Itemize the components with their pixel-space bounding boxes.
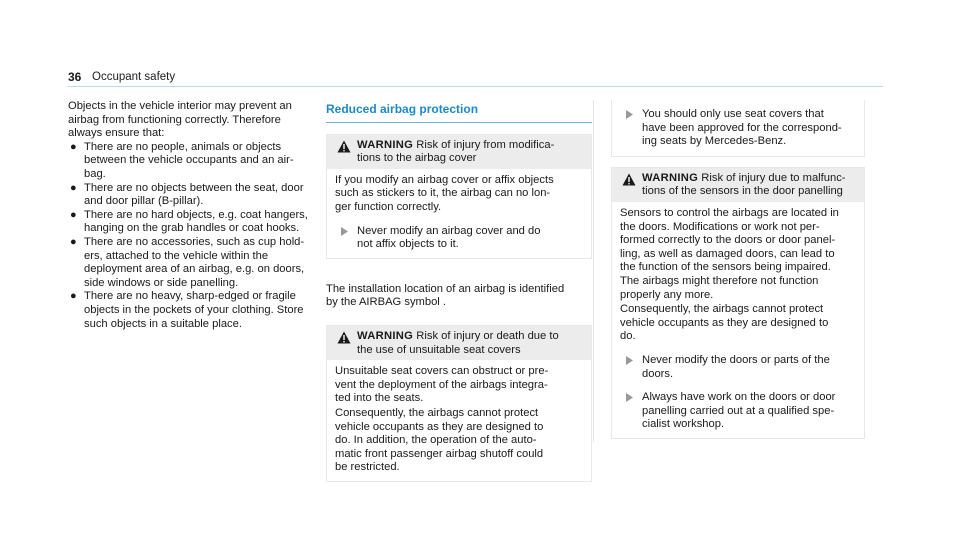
warning-label: WARNING	[642, 171, 699, 184]
warning-triangle-icon	[337, 331, 351, 344]
list-item: ● There are no people, animals or objects between the vehicle occupants and an air- bag.	[70, 140, 294, 180]
warning-header: WARNING Risk of injury due to malfunc- tions of the sensors in the door panelling	[612, 168, 864, 202]
page-header	[68, 71, 883, 86]
warning-triangle-icon	[622, 173, 636, 186]
warning-box-door-sensors	[611, 167, 865, 439]
column-divider	[593, 100, 594, 442]
bullet-icon: ●	[70, 181, 77, 194]
warning-body: If you modify an airbag cover or affix objects such as stickers to it, the airbag can no lon- ger function correctly. Never modify an airbag cover and do not affix objects to it.	[327, 169, 591, 258]
column-middle	[326, 103, 592, 482]
list-item: ● There are no accessories, such as cup hold- ers, attached to the vehicle within the deployment area of an airbag, e.g. on doors, side windows or side panelling.	[70, 235, 305, 289]
instruction-step: Always have work on the doors or door panelling carried out at a qualified spe- cialist workshop.	[620, 391, 856, 432]
list-item: ● There are no hard objects, e.g. coat hangers, hanging on the grab handles or coat hooks.	[70, 208, 308, 235]
bullet-icon: ●	[70, 290, 77, 303]
warning-triangle-icon	[337, 140, 351, 153]
warning-body: Unsuitable seat covers can obstruct or pre- vent the deployment of the airbags integra- ted into the seats. Consequently, the airbags cannot protect vehicle occupants as they are designed to do. In addition, the operation of the auto- matic front passenger airbag shutoff could be restricted.	[335, 365, 549, 474]
seat-cover-instruction-box	[611, 100, 865, 157]
instruction-step: Never modify an airbag cover and do not affix objects to it.	[335, 225, 583, 252]
airbag-location-paragraph: The installation location of an airbag is identified by the AIRBAG symbol .	[326, 282, 565, 309]
intro-paragraph: Objects in the vehicle interior may prevent an airbag from functioning correctly. Therefore always ensure that:	[68, 100, 292, 140]
bullet-icon: ●	[70, 208, 77, 221]
section-name: Occupant safety	[92, 71, 176, 83]
column-left	[68, 100, 330, 331]
warning-body: Sensors to control the airbags are located in the doors. Modifications or work not per- formed correctly to the doors or door panel- ling, as well as damaged doors, can lead to the function of the sensors being impaired. The airbags might therefore not function properly any more. Consequently, the airbags cannot protect vehicle occupants as they are designed to do. Never modify the doors or parts of the doors. Always have work on the doors or door panelling carried out at a qualified spe- cialist workshop.	[612, 202, 864, 438]
section-title: Reduced airbag protection	[326, 103, 592, 123]
step-arrow-icon	[626, 356, 633, 365]
warning-box-airbag-cover	[326, 134, 592, 259]
list-item: ● There are no objects between the seat, door and door pillar (B-pillar).	[70, 181, 304, 208]
page-number: 36	[68, 70, 82, 84]
warning-label: WARNING	[357, 138, 414, 151]
column-right	[611, 100, 865, 439]
step-arrow-icon	[626, 110, 633, 119]
step-arrow-icon	[341, 227, 348, 236]
step-arrow-icon	[626, 393, 633, 402]
warning-box-seat-covers	[326, 325, 592, 482]
warning-label: WARNING	[357, 329, 414, 342]
warning-header: WARNING Risk of injury or death due to the use of unsuitable seat covers	[327, 326, 591, 360]
warning-header: WARNING Risk of injury from modifica- tions to the airbag cover	[327, 135, 591, 169]
instruction-step: Never modify the doors or parts of the doors.	[620, 354, 856, 381]
list-item: ● There are no heavy, sharp-edged or fragile objects in the pockets of your clothing. Store such objects in a suitable place.	[70, 290, 304, 330]
bullet-icon: ●	[70, 140, 77, 153]
bullet-icon: ●	[70, 235, 77, 248]
conditions-list	[68, 141, 330, 331]
instruction-step: You should only use seat covers that have been approved for the correspond- ing seats by Mercedes-Benz.	[620, 108, 856, 149]
header-rule	[68, 86, 883, 87]
